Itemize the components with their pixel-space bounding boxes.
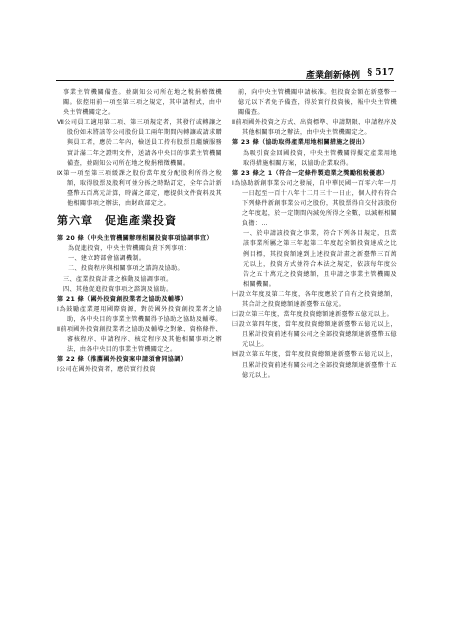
article-heading: 第 23 條之 1（符合一定條件製造業之獎勵租稅優惠） [232,169,389,177]
page-number: 517 [375,68,394,78]
paragraph: 一、建立跨部會協調機制。 [68,255,146,263]
paragraph: 為促進投資，中央主管機關負責下列事項： [68,245,191,253]
header-rule [56,80,394,81]
paragraph: 前，向中央主管機關申請核准。但投資金額在新臺幣一億元以下者免予備查，得於實行投資後，報中央主管機關備查。 [238,89,397,117]
paragraph: ㈡設立第三年度，當年度投資總額達新臺幣五億元以上。 [232,311,394,319]
paragraph: Ⅰ為鼓勵產業運用國際資源，對於國外投資創投業者之協助，各中央目的事業主管機關得予協助之協助及輔導。 [57,305,222,323]
left-column [57,88,222,608]
right-column [232,88,397,608]
section-sign: § [367,68,373,78]
paragraph: Ⅱ前項國外投資創投業者之協助及輔導之對象、資格條件、審核程序、申請程序、核定程序及其他相關事項之辦法，由各中央目的事業主管機關定之。 [57,325,222,354]
chapter-heading [57,213,222,229]
paragraph: 四、其他促進投資事項之諮詢及協助。 [63,285,173,293]
paragraph: ㈠設立年度及第二年度，各年度應於了自有之投資總額，其合計之投資總額達新臺幣五億元。 [232,290,397,308]
paragraph: Ⅱ前項國外投資之方式、出資標準、申請期限、申請程序及其他相關事項之辦法，由中央主管機關定之。 [232,119,397,137]
paragraph: Ⅰ為協助新創事業公司之發展，自中華民國一百零六年一月一日起至一百十八年十二月三十一日止，個人持有符合下列條件新創事業公司之股份，其股票得自交付該股份之年度起，於一定期間內減免所得之全數，以減輕相關負擔：… [232,179,397,228]
article-heading: 第 20 條（中央主管機關辦理相關投資事項協調事宜） [57,235,213,243]
article-heading: 第 21 條（國外投資創投業者之協助及輔導） [57,295,188,303]
paragraph: ㈢設立第四年度，當年度投資總額達新臺幣五億元以上，且累計投資前述有關公司之全部投資總額達新臺幣五億元以上。 [232,321,397,349]
chapter-label: 第六章 [57,214,93,228]
chapter-title: 促進產業投資 [105,214,177,228]
header-title: 產業創新條例 [305,71,360,81]
paragraph: 二、投資程序與相關事項之諮詢及協助。 [68,265,184,273]
article-heading: 第 22 條（推薦國外投資案申請須會同協調） [57,356,188,364]
paragraph: 三、產業投資計畫之推動及協調事項。 [63,275,173,283]
article-heading: 第 23 條（協助取得產業用地相關措施之提出） [232,139,369,147]
running-header [56,62,394,80]
paragraph: 一、於申請該投資之事業，符合下列各目規定，且當該事業所屬之第三年起第二年度起全額投資達成之比例目標，其投資額達到上述投資計畫之新臺幣三百萬元以上，投資方式並符合本法之規定，依該每年度公告之五十萬元之投資總額，且申請之事業主管機關及相關機關。 [243,230,397,288]
paragraph: 為吸引資金回國投資，中央主管機關得擬定產業用地取得措施相關方案，以協助企業取得。 [243,149,397,167]
paragraph: 事業主管機關備查。並副知公司所在地之稅捐稽徵機關。依控用前一項至第三項之規定，其申請程式，由中央主管機關定之。 [63,89,222,117]
paragraph: Ⅶ公司員工適用第二項、第三項規定者，其發行或轉讓之股份如未將該等公司股份員工兩年期間內轉讓或請求贈與員工者，應於二年內，檢送員工持有股票且繼續服務實計滿二年之證明文件，送請各中央目的事業主管機關備查，並副知公司所在地之稅捐稽徵機關。 [57,119,222,167]
paragraph: ㈣設立第五年度，當年度投資總額達新臺幣五億元以上，且累計投資前述有關公司之全部投資總額達新臺幣十五億元以上。 [232,351,397,379]
header-page-number [367,68,394,78]
paragraph: Ⅸ第一項至第三項緩課之股份當年度分配股利所得之稅額，取得股票及股利可並分拆之時點訂定，全年合計新臺幣五百萬元計算，時滿之部定，應提供文件資料及其他相關事項之辦法，由財政部定之。 [57,169,222,208]
paragraph: Ⅰ公司在國外投資者，應於實行投資 [57,366,156,374]
